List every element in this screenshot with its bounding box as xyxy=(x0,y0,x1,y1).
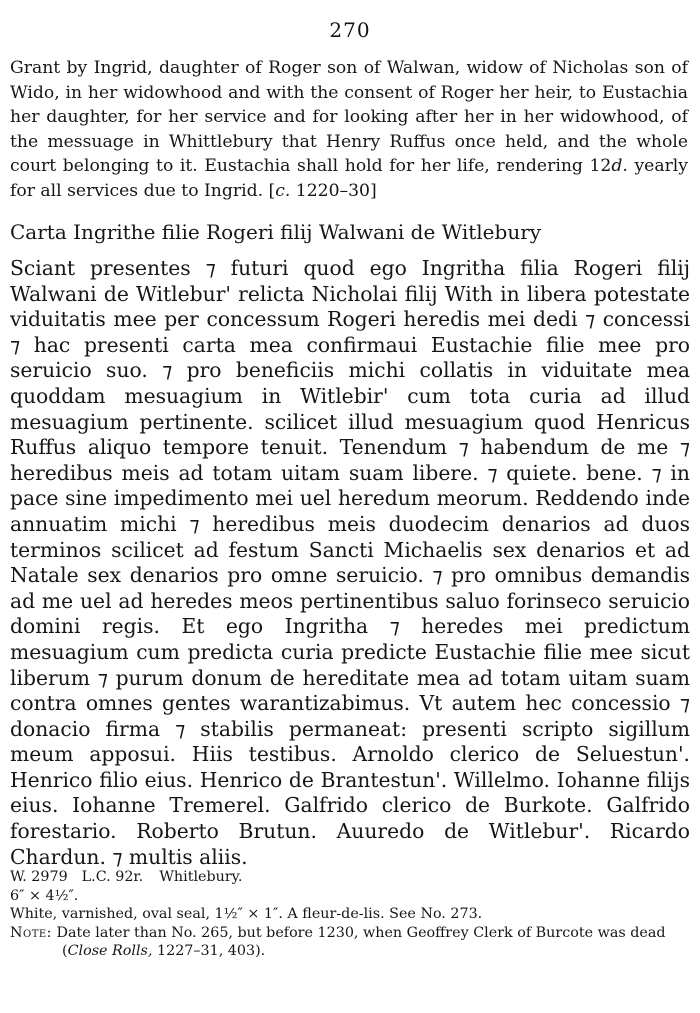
note-label: Note: xyxy=(10,924,52,941)
summary-denarius: d. xyxy=(611,156,628,177)
page-number: 270 xyxy=(329,18,371,42)
english-summary xyxy=(10,56,688,204)
charter-text: Sciant presentes ⁊ futuri quod ego Ingritha filia Rogeri filij Walwani de Witlebur' relicta Nicholai filij With in libera potestate viduitatis mee per concessum Rogeri heredis mei dedi ⁊ concessi ⁊ hac presenti carta mea confirmaui Eustachie filie mee pro seruicio suo. ⁊ pro beneficiis michi collatis in viduitate mea quoddam mesuagium in Witlebir' cum tota curia ad illud mesuagium pertinente. scilicet illud mesuagium quod Henricus Ruffus aliquo tempore tenuit. Tenendum ⁊ habendum de me ⁊ heredibus meis ad totam uitam suam libere. ⁊ quiete. bene. ⁊ in pace sine impedimento mei uel heredum meorum. Reddendo inde annuatim michi ⁊ heredibus meis duodecim denarios ad duos terminos scilicet ad festum Sancti Michaelis sex denarios et ad Natale sex denarios pro omne seruicio. ⁊ pro omnibus demandis ad me uel ad heredes meos pertinentibus saluo forinseco seruicio domini regis. Et ego Ingritha ⁊ heredes mei predictum mesuagium cum predicta curia predicte Eustachie filie mee sicut liberum ⁊ purum donum de hereditate mea ad totam uitam suam contra omnes gentes warantizabimus. Vt autem hec concessio ⁊ donacio firma ⁊ stabilis permaneat: presenti scripto sigillum meum apposui. Hiis testibus. Arnoldo clerico de Seluestun'. Henrico filio eius. Henrico de Brantestun'. Willelmo. Iohanne filijs eius. Iohanne Tremerel. Galfrido clerico de Burkote. Galfrido forestario. Roberto Brutun. Auuredo de Witlebur'. Ricardo Chardun. ⁊ multis aliis. xyxy=(10,256,690,869)
charter-title: Carta Ingrithe filie Rogeri filij Walwani de Witlebury xyxy=(10,220,542,244)
close-rolls-citation: Close Rolls, xyxy=(67,943,153,959)
note-continuation xyxy=(10,942,690,961)
summary-text-cont: yearly for all services due to Ingrid. [ xyxy=(10,156,689,201)
note-paren: ( xyxy=(62,943,68,959)
note-citation-rest: 1227–31, 403). xyxy=(152,943,266,959)
dimensions: 6″ × 4½″. xyxy=(10,887,79,904)
reference-line xyxy=(10,868,690,887)
reference-number: W. 2979 xyxy=(10,869,68,885)
note-text: Date later than No. 265, but before 1230, when Geoffrey Clerk of Burcote was dead xyxy=(52,924,666,941)
summary-text: Grant by Ingrid, daughter of Roger son of Walwan, widow of Nicholas son of Wido, in her widowhood and with the consent of Roger her heir, to Eustachia her daughter, for her service and for looking after her in her widowhood, of the messuage in Whittlebury that Henry Ruffus once held, and the whole court belonging to it. Eustachia shall hold for her life, rendering 12 xyxy=(10,58,688,177)
reference-place: Whitlebury. xyxy=(159,869,243,885)
note-line xyxy=(10,924,690,943)
summary-circa: c. xyxy=(275,180,291,201)
reference-folio: L.C. 92r. xyxy=(81,869,144,885)
summary-date: 1220–30] xyxy=(290,180,377,201)
document-notes xyxy=(10,868,690,961)
seal-description: White, varnished, oval seal, 1½″ × 1″. A fleur-de-lis. See No. 273. xyxy=(10,906,483,922)
